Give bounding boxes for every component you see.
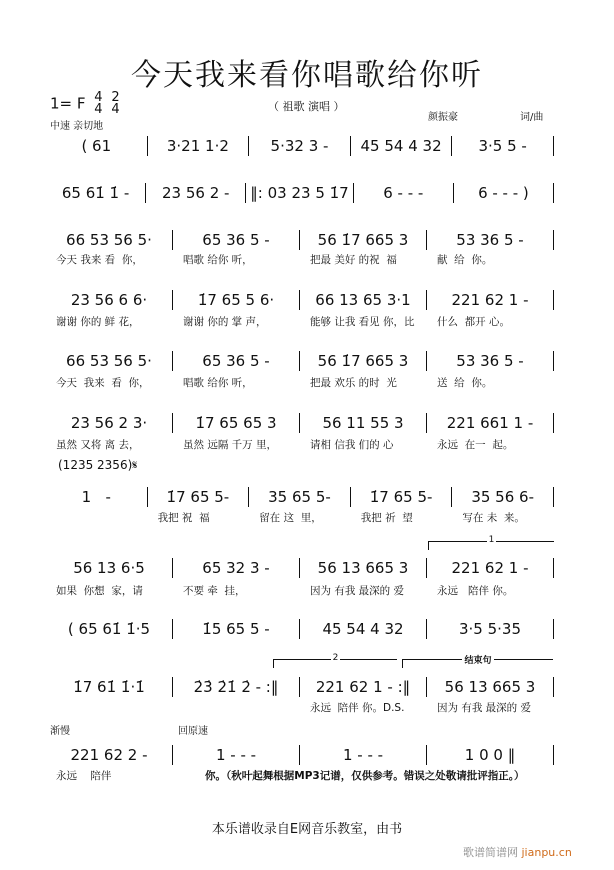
measure: 1̇7 65 5 6· xyxy=(197,291,275,309)
lyric: 如果 你想 家，请 xyxy=(56,585,143,597)
measure: 53 36 5 - xyxy=(456,352,524,370)
measure: 3·5 5·35 xyxy=(458,620,522,638)
barline xyxy=(299,558,300,578)
lyric: 今天 我来 看 你， xyxy=(56,377,150,389)
barline xyxy=(350,487,351,507)
lyric xyxy=(177,700,304,715)
measure: 2̇3̇ 2̇1̇ 2̇ - :‖ xyxy=(193,678,279,696)
time-signature-4-4 xyxy=(94,92,102,116)
lyric: 我把 祈 望 xyxy=(360,512,413,524)
time-signature-2-4 xyxy=(111,92,119,116)
measure: 45 54 4 32 xyxy=(322,620,404,638)
lyric: 请相 信我 们的 心 xyxy=(310,439,394,451)
barline xyxy=(172,619,173,639)
key-label: 1= F xyxy=(50,94,86,113)
footer-source: 本乐谱收录自E网音乐教室，由书 xyxy=(211,822,403,837)
measure: 1̇7 65 5- xyxy=(369,488,433,506)
measure: 1̇7 65 65 3 xyxy=(195,414,277,432)
lyric: 因为 有我 最深的 爱 xyxy=(437,702,532,714)
ts-top: 2 xyxy=(111,90,120,105)
final-lyric-note: 你。（秋叶起舞根据MP3记谱，仅供参考。错误之处敬请批评指正。） xyxy=(205,770,525,782)
author: 颜振豪 xyxy=(428,112,458,123)
measure: 221 62 1 - xyxy=(451,559,529,577)
barline xyxy=(453,183,454,203)
lyric: 今天 我来 看 你， xyxy=(56,254,143,266)
lyrics-row xyxy=(50,583,558,598)
lyric: 我把 祝 福 xyxy=(157,512,210,524)
lyric: 把最 欢乐 的时 光 xyxy=(310,377,397,389)
intro-fill: (1235 2356)𝄋 xyxy=(58,458,138,472)
notation-row xyxy=(50,350,558,372)
singer: （ 祖歌 演唱 ） xyxy=(268,100,345,113)
barline xyxy=(553,745,554,765)
measure: 56 13 6·5 xyxy=(73,559,145,577)
measure: 1 - - - xyxy=(342,746,384,764)
measure: ( 61 xyxy=(81,137,112,155)
barline xyxy=(172,230,173,250)
measure: 66 53 56 5· xyxy=(66,352,152,370)
measure: 3·5 5 - xyxy=(478,137,527,155)
barline xyxy=(426,413,427,433)
lyric: 献 给 你。 xyxy=(437,254,493,266)
ending-label: 结束句 xyxy=(464,656,492,666)
barline xyxy=(426,351,427,371)
volta-1 xyxy=(428,535,554,550)
credit-label: 词/曲 xyxy=(520,112,544,123)
lyrics-row xyxy=(50,700,558,715)
lyrics-row xyxy=(50,314,558,329)
lyrics-row xyxy=(50,252,558,267)
barline xyxy=(172,290,173,310)
measure: 221 62 1 - xyxy=(451,291,529,309)
watermark-cn: 歌谱简谱网 xyxy=(463,846,518,859)
measure: 56 13 665 3 xyxy=(444,678,536,696)
notation-row xyxy=(50,618,558,640)
measure: 53 36 5 - xyxy=(456,231,524,249)
barline xyxy=(553,183,554,203)
lyric: 谢谢 你的 鲜 花， xyxy=(56,316,140,328)
lyric: 写在 未 来。 xyxy=(462,512,525,524)
measure: 23 56 2 3· xyxy=(70,414,148,432)
key-signature xyxy=(50,92,120,116)
barline xyxy=(426,558,427,578)
measure: 65 61̇ 1̇ - xyxy=(61,184,130,202)
lyric: 谢谢 你的 掌 声， xyxy=(183,316,267,328)
measure: 1̇7 61̇ 1̇·1̇ xyxy=(73,678,145,696)
barline xyxy=(426,677,427,697)
barline xyxy=(426,290,427,310)
ritardando-marking: 渐慢 xyxy=(50,726,70,737)
barline xyxy=(553,413,554,433)
barline xyxy=(553,136,554,156)
watermark xyxy=(463,844,572,860)
measure: 23 56 6 6· xyxy=(70,291,148,309)
barline xyxy=(172,351,173,371)
lyric: 虽然 远隔 千万 里， xyxy=(183,439,278,451)
barline xyxy=(299,619,300,639)
measure: 1 - xyxy=(81,488,111,506)
tempo-marking: 中速 亲切地 xyxy=(50,121,104,132)
measure: 56 1̇7 665 3 xyxy=(317,231,409,249)
measure: 56 11 55 3 xyxy=(322,414,404,432)
barline xyxy=(248,136,249,156)
notation-row xyxy=(50,486,558,508)
barline xyxy=(299,745,300,765)
notation-row xyxy=(50,412,558,434)
barline xyxy=(426,745,427,765)
barline xyxy=(553,351,554,371)
lyric: 永远 陪伴 你。 xyxy=(437,585,514,597)
ending-bracket xyxy=(402,656,553,668)
lyric: 唱歌 给你 听， xyxy=(183,377,253,389)
ts-bottom: 4 xyxy=(111,102,120,117)
notation-row xyxy=(50,229,558,251)
lyrics-row xyxy=(50,510,558,525)
barline xyxy=(350,136,351,156)
measure: 3·21 1·2 xyxy=(166,137,229,155)
lyric: 能够 让我 看见 你，比 xyxy=(310,316,415,328)
lyric: 留在 这 里， xyxy=(259,512,322,524)
measure: 45 54 4 32 xyxy=(360,137,442,155)
barline xyxy=(353,183,354,203)
lyric: 永远 在一 起。 xyxy=(437,439,514,451)
notation-row xyxy=(50,182,558,204)
barline xyxy=(426,230,427,250)
barline xyxy=(299,230,300,250)
measure: 23 56 2 - xyxy=(161,184,230,202)
watermark-en: jianpu.cn xyxy=(521,846,572,859)
notation-row xyxy=(50,557,558,579)
measure: 35 56 6- xyxy=(471,488,534,506)
barline xyxy=(553,487,554,507)
barline xyxy=(172,745,173,765)
barline xyxy=(299,677,300,697)
barline xyxy=(553,619,554,639)
barline xyxy=(248,487,249,507)
measure: 1 0 0 ‖ xyxy=(464,746,516,764)
lyric: 什么 都开 心。 xyxy=(437,316,511,328)
measure: 5·32 3 - xyxy=(270,137,329,155)
barline xyxy=(553,290,554,310)
barline xyxy=(147,136,148,156)
measure: ‖: 03 23 5 1̇7 xyxy=(250,184,349,202)
barline xyxy=(299,290,300,310)
notation-row xyxy=(50,289,558,311)
barline xyxy=(553,230,554,250)
barline xyxy=(299,413,300,433)
lyric: 不要 牵 挂， xyxy=(183,585,246,597)
lyric: 送 给 你。 xyxy=(437,377,493,389)
barline xyxy=(553,558,554,578)
measure: 65 32 3 - xyxy=(202,559,270,577)
measure: 65 36 5 - xyxy=(202,231,270,249)
lyric: 永远 陪伴 xyxy=(56,770,112,782)
lyrics-row xyxy=(50,375,558,390)
measure: 1 - - - xyxy=(215,746,257,764)
measure: 1̇7 65 5- xyxy=(166,488,230,506)
measure: 65 36 5 - xyxy=(202,352,270,370)
lyric: 唱歌 给你 听， xyxy=(183,254,253,266)
measure: 66 13 65 3·1 xyxy=(315,291,411,309)
barline xyxy=(451,136,452,156)
barline xyxy=(145,183,146,203)
measure: 221 62 1 - :‖ xyxy=(315,678,411,696)
lyric: 把最 美好 的祝 福 xyxy=(310,254,397,266)
ts-bottom: 4 xyxy=(94,102,103,117)
measure: 6 - - - ) xyxy=(478,184,529,202)
ts-top: 4 xyxy=(94,90,103,105)
measure: 35 65 5- xyxy=(268,488,331,506)
lyrics-row xyxy=(50,437,558,452)
measure: 56 1̇7 665 3 xyxy=(317,352,409,370)
measure: ( 65 61̇ 1̇·5 xyxy=(67,620,151,638)
barline xyxy=(172,677,173,697)
measure: 6 - - - xyxy=(383,184,424,202)
notation-row xyxy=(50,744,558,766)
barline xyxy=(172,558,173,578)
barline xyxy=(451,487,452,507)
lyric xyxy=(50,510,152,525)
measure: 1̇5 65 5 - xyxy=(202,620,270,638)
lyric: 永远 陪伴 你。D.S. xyxy=(310,702,405,714)
barline xyxy=(172,413,173,433)
volta-2 xyxy=(273,653,397,668)
song-title: 今天我来看你唱歌给你听 xyxy=(131,58,483,93)
lyric: 虽然 又将 离 去， xyxy=(56,439,140,451)
notation-row xyxy=(50,135,558,157)
barline xyxy=(147,487,148,507)
measure: 56 13 665 3 xyxy=(317,559,409,577)
measure: 66 53 56 5· xyxy=(66,231,152,249)
lyric xyxy=(50,700,177,715)
notation-row xyxy=(50,676,558,698)
volta-1-label: 1 xyxy=(488,535,495,545)
barline xyxy=(553,677,554,697)
a-tempo-marking: 回原速 xyxy=(178,726,208,737)
barline xyxy=(245,183,246,203)
lyric: 因为 有我 最深的 爱 xyxy=(310,585,405,597)
measure: 221 62 2 - xyxy=(70,746,148,764)
barline xyxy=(426,619,427,639)
measure: 221 661 1 - xyxy=(446,414,534,432)
volta-2-label: 2 xyxy=(332,653,339,663)
barline xyxy=(299,351,300,371)
